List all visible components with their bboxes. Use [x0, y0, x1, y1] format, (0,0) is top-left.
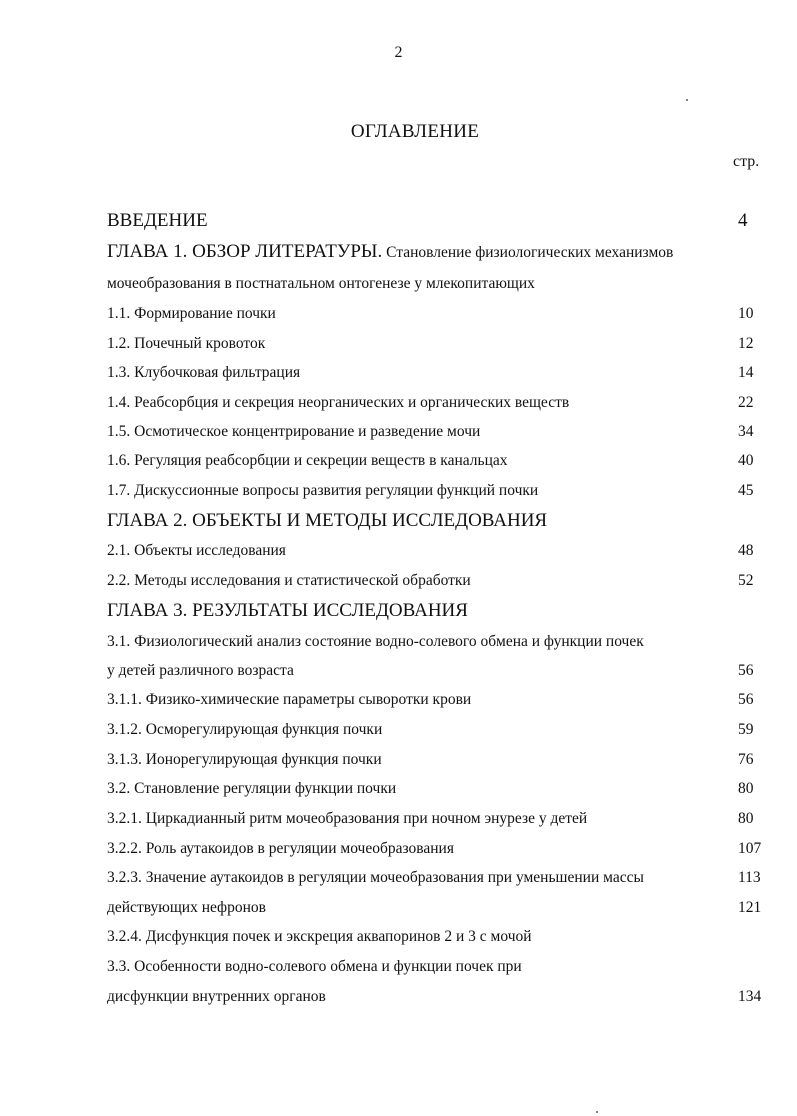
- toc-entry: [107, 896, 767, 922]
- toc-entry: [107, 866, 767, 892]
- toc-entry: [107, 925, 767, 951]
- toc-entry-text: 2.1. Объекты исследования: [107, 542, 286, 559]
- toc-entry: [107, 985, 767, 1011]
- toc-entry: [107, 955, 767, 981]
- toc-entry-page: 4: [738, 210, 748, 231]
- toc-entry: [107, 630, 767, 656]
- toc-entry-page: 14: [738, 364, 754, 381]
- toc-entry-text: ВВЕДЕНИЕ: [107, 210, 208, 231]
- toc-entry: [107, 807, 767, 833]
- toc-entry-text: мочеобразования в постнатальном онтогенезе у млекопитающих: [107, 275, 535, 292]
- toc-entry: [107, 332, 767, 358]
- toc-entry: [107, 391, 767, 417]
- chapter-heading: ГЛАВА 1. ОБЗОР ЛИТЕРАТУРЫ.: [107, 241, 383, 262]
- toc-entry-page: 22: [738, 394, 754, 411]
- toc-entry-text: 3.2.4. Дисфункция почек и экскреция аквапоринов 2 и 3 с мочой: [107, 928, 532, 945]
- toc-entry-page: 76: [738, 751, 754, 768]
- toc-entry-text: 2.2. Методы исследования и статистической обработки: [107, 572, 471, 589]
- toc-entry: [107, 659, 767, 685]
- toc-entry-page: 113: [738, 869, 761, 886]
- toc-entry-text: 3.2. Становление регуляции функции почки: [107, 780, 397, 797]
- toc-entry-page: 10: [738, 305, 754, 322]
- toc-entry-text: 1.2. Почечный кровоток: [107, 335, 266, 352]
- toc-entry-page: 59: [738, 721, 754, 738]
- toc-entry-page: 40: [738, 452, 754, 469]
- toc-entry-text: 1.7. Дискуссионные вопросы развития регуляции функций почки: [107, 482, 539, 499]
- toc-entry: [107, 420, 767, 446]
- pages-column-label: стр.: [733, 153, 760, 170]
- toc-entry-text: 3.2.2. Роль аутакоидов в регуляции мочеобразования: [107, 840, 454, 857]
- toc-entry-text: 1.1. Формирование почки: [107, 305, 276, 322]
- toc-entry-page: 121: [738, 899, 762, 916]
- toc-entry: [107, 718, 767, 744]
- toc-entry-text: 3.2.3. Значение аутакоидов в регуляции мочеобразования при уменьшении массы: [107, 869, 644, 886]
- toc-entry-text: ГЛАВА 2. ОБЪЕКТЫ И МЕТОДЫ ИССЛЕДОВАНИЯ: [107, 510, 548, 531]
- toc-entry: [107, 272, 767, 298]
- toc-entry: [107, 479, 767, 505]
- toc-entry: [107, 302, 767, 328]
- toc-entry-text: 3.2.1. Циркадианный ритм мочеобразования при ночном энурезе у детей: [107, 810, 588, 827]
- toc-entry: [107, 241, 767, 267]
- toc-entry-page: 56: [738, 662, 754, 679]
- toc-entry: [107, 600, 767, 626]
- toc-entry-text: 1.4. Реабсорбция и секреция неорганических и органических веществ: [107, 394, 570, 411]
- toc-entry-page: 52: [738, 572, 754, 589]
- toc-entry: [107, 449, 767, 475]
- scan-speck: [596, 1111, 598, 1113]
- toc-entry-text: у детей различного возраста: [107, 662, 294, 679]
- toc-entry-text: 3.1.2. Осморегулирующая функция почки: [107, 721, 383, 738]
- toc-entry-text: действующих нефронов: [107, 899, 266, 916]
- toc-entry: [107, 210, 767, 236]
- toc-entry-page: 107: [738, 840, 762, 857]
- toc-entry-text: 1.6. Регуляция реабсорбции и секреции веществ в канальцах: [107, 452, 508, 469]
- toc-entry-text: дисфункции внутренних органов: [107, 988, 326, 1005]
- toc-entry-text: 3.3. Особенности водно-солевого обмена и функции почек при: [107, 958, 522, 975]
- toc-entry: [107, 361, 767, 387]
- toc-entry-page: 34: [738, 423, 754, 440]
- toc-entry-text: 3.1.3. Ионорегулирующая функция почки: [107, 751, 382, 768]
- toc-entry-page: 80: [738, 810, 754, 827]
- chapter-subtitle: Становление физиологических механизмов: [382, 244, 674, 261]
- toc-entry: [107, 539, 767, 565]
- toc-entry-page: 45: [738, 482, 754, 499]
- toc-entry: [107, 777, 767, 803]
- toc-entry: [107, 837, 767, 863]
- toc-entry-page: 48: [738, 542, 754, 559]
- toc-entry: [107, 569, 767, 595]
- toc-entry-text: 3.1. Физиологический анализ состояние водно-солевого обмена и функции почек: [107, 633, 644, 650]
- toc-entry-text: [107, 241, 673, 263]
- toc-entry-page: 12: [738, 335, 754, 352]
- toc-entry: [107, 510, 767, 536]
- toc-entry-page: 134: [738, 988, 762, 1005]
- toc-entry-page: 56: [738, 691, 754, 708]
- toc-entry-text: 3.1.1. Физико-химические параметры сыворотки крови: [107, 691, 472, 708]
- toc-entry-text: ГЛАВА 3. РЕЗУЛЬТАТЫ ИССЛЕДОВАНИЯ: [107, 600, 468, 621]
- toc-entry: [107, 748, 767, 774]
- toc-entry-text: 1.5. Осмотическое концентрирование и разведение мочи: [107, 423, 481, 440]
- page-number: 2: [394, 44, 403, 61]
- toc-entry-text: 1.3. Клубочковая фильтрация: [107, 364, 301, 381]
- page-title: ОГЛАВЛЕНИЕ: [350, 121, 480, 142]
- toc-entry: [107, 688, 767, 714]
- toc-entry-page: 80: [738, 780, 754, 797]
